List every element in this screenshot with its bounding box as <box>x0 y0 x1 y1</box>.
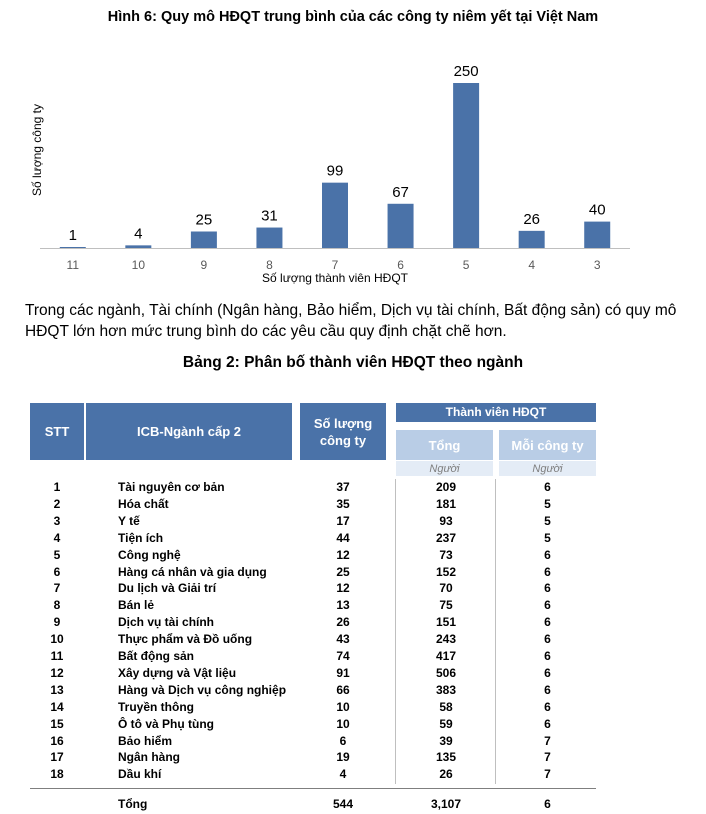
row-industry: Ô tô và Phụ tùng <box>118 716 214 731</box>
bar <box>191 232 217 249</box>
x-tick-label: 4 <box>528 258 536 272</box>
row-total-members: 152 <box>435 564 457 579</box>
row-industry: Bất động sản <box>118 649 195 663</box>
header-stt: STT <box>30 403 84 460</box>
row-industry: Ngân hàng <box>118 750 180 765</box>
row-members-per-company: 6 <box>544 615 551 630</box>
row-stt: 14 <box>50 699 64 714</box>
row-stt: 16 <box>50 733 64 748</box>
row-members-per-company: 6 <box>544 665 551 680</box>
row-company-count: 17 <box>336 513 350 528</box>
row-total-members: 93 <box>439 513 453 528</box>
row-members-per-company: 5 <box>544 513 551 528</box>
row-company-count: 35 <box>336 496 350 511</box>
bar <box>256 228 282 248</box>
row-total-members: 59 <box>439 716 453 731</box>
bar <box>519 231 545 248</box>
bar <box>125 245 151 248</box>
row-industry: Hàng cá nhân và gia dụng <box>118 564 267 579</box>
row-industry: Tài nguyên cơ bản <box>118 480 225 494</box>
row-industry: Dầu khí <box>118 767 162 782</box>
row-stt: 10 <box>50 632 64 647</box>
header-company-count: Số lượng công ty <box>300 403 386 460</box>
bar-value-label: 1 <box>68 227 77 244</box>
row-total-members: 243 <box>435 632 457 647</box>
table-row <box>0 580 706 597</box>
row-stt: 13 <box>50 682 64 697</box>
row-total-members: 383 <box>435 682 457 697</box>
row-members-per-company: 6 <box>544 632 551 647</box>
x-tick-label: 8 <box>266 258 273 272</box>
row-total-members: 135 <box>435 750 457 765</box>
row-members-per-company: 7 <box>544 733 551 748</box>
figure-title: Hình 6: Quy mô HĐQT trung bình của các công ty niêm yết tại Việt Nam <box>107 9 599 25</box>
table-total-separator <box>30 788 596 789</box>
row-members-per-company: 6 <box>544 581 551 596</box>
y-axis-title: Số lượng công ty <box>30 104 44 196</box>
row-stt: 11 <box>50 649 64 663</box>
row-company-count: 25 <box>336 564 350 579</box>
row-company-count: 10 <box>336 699 350 714</box>
row-company-count: 4 <box>339 767 347 782</box>
bar-value-label: 250 <box>453 63 479 80</box>
bar <box>60 247 86 248</box>
bar-value-label: 26 <box>523 210 541 228</box>
row-industry: Dịch vụ tài chính <box>118 615 215 630</box>
row-company-count: 91 <box>336 665 350 680</box>
x-tick-label: 9 <box>200 258 208 272</box>
bar <box>584 222 610 248</box>
row-industry: Hàng và Dịch vụ công nghiệp <box>118 682 287 697</box>
row-company-count: 6 <box>339 733 347 748</box>
header-per-company: Mỗi công ty <box>499 430 596 460</box>
x-tick-label: 5 <box>462 258 470 272</box>
row-members-per-company: 6 <box>544 682 551 697</box>
header-unit-total: Người <box>396 461 493 476</box>
row-stt: 15 <box>50 716 64 731</box>
row-stt: 12 <box>50 665 64 680</box>
row-industry: Y tế <box>118 513 140 528</box>
row-company-count: 12 <box>336 581 350 596</box>
table-row <box>0 496 706 513</box>
row-members-per-company: 6 <box>544 716 551 731</box>
bar-value-label: 67 <box>392 183 409 201</box>
column-separator <box>495 479 496 784</box>
row-total-members: 58 <box>439 699 453 714</box>
row-total-members: 209 <box>435 480 457 494</box>
body-paragraph: Trong các ngành, Tài chính (Ngân hàng, Bảo hiểm, Dịch vụ tài chính, Bất động sản) có quy mô HĐQT lớn hơn mức trung bình do các yêu cầu quy định chặt chẽ hơn. <box>25 302 677 340</box>
header-board-members: Thành viên HĐQT <box>396 403 596 422</box>
row-total-members: 181 <box>435 496 457 511</box>
table-row <box>0 665 706 682</box>
row-stt: 9 <box>53 615 61 630</box>
row-members-per-company: 6 <box>544 480 551 494</box>
row-industry: Bán lẻ <box>118 598 155 613</box>
bar-value-label: 31 <box>261 207 278 225</box>
row-industry: Truyền thông <box>118 699 194 714</box>
bar-value-label: 4 <box>134 225 143 243</box>
row-company-count: 26 <box>336 615 350 630</box>
total-members: 3,107 <box>430 797 462 811</box>
table-row <box>0 716 706 733</box>
row-total-members: 417 <box>435 649 457 663</box>
x-tick-label: 10 <box>131 258 146 272</box>
row-stt: 1 <box>53 480 61 494</box>
x-tick-label: 7 <box>331 258 339 272</box>
table-row <box>0 648 706 665</box>
table-row <box>0 513 706 530</box>
table-row <box>0 631 706 648</box>
table-row <box>0 766 706 783</box>
row-company-count: 37 <box>336 480 350 494</box>
table-row <box>0 699 706 716</box>
row-total-members: 75 <box>439 598 453 613</box>
row-total-members: 39 <box>439 733 453 748</box>
header-total: Tổng <box>396 430 493 460</box>
total-count: 544 <box>332 797 354 811</box>
row-industry: Xây dựng và Vật liệu <box>118 665 237 680</box>
row-total-members: 73 <box>439 547 453 562</box>
x-tick-label: 6 <box>397 258 404 272</box>
x-tick-label: 11 <box>66 258 80 272</box>
row-total-members: 70 <box>439 581 453 596</box>
row-stt: 2 <box>53 496 61 511</box>
bar-value-label: 25 <box>195 211 213 229</box>
bar-value-label: 40 <box>588 201 606 219</box>
row-stt: 4 <box>53 530 61 545</box>
x-tick-label: 3 <box>593 258 601 272</box>
row-industry: Thực phẩm và Đồ uống <box>118 632 253 647</box>
row-industry: Tiện ích <box>118 530 164 545</box>
header-unit-per-company: Người <box>499 461 596 476</box>
table-row <box>0 614 706 631</box>
table-row <box>0 682 706 699</box>
row-industry: Công nghệ <box>118 547 181 562</box>
row-stt: 6 <box>53 564 61 579</box>
row-industry: Bảo hiểm <box>118 733 173 748</box>
row-total-members: 506 <box>435 665 457 680</box>
header-industry: ICB-Ngành cấp 2 <box>86 403 292 460</box>
table-total-row <box>0 796 706 813</box>
column-separator <box>395 479 396 784</box>
bar <box>322 183 348 248</box>
bar-chart <box>0 0 706 290</box>
row-stt: 18 <box>50 767 64 782</box>
row-company-count: 10 <box>336 716 350 731</box>
row-members-per-company: 7 <box>544 750 551 765</box>
row-stt: 8 <box>53 598 61 613</box>
total-per-company: 6 <box>544 797 551 811</box>
row-members-per-company: 6 <box>544 699 551 714</box>
row-industry: Du lịch và Giải trí <box>118 581 217 596</box>
row-company-count: 43 <box>336 632 350 647</box>
row-company-count: 44 <box>336 530 350 545</box>
row-company-count: 19 <box>336 750 350 765</box>
row-members-per-company: 6 <box>544 598 551 613</box>
bar <box>388 204 414 248</box>
table-row <box>0 749 706 766</box>
row-members-per-company: 5 <box>544 496 551 511</box>
row-total-members: 151 <box>435 615 457 630</box>
row-company-count: 12 <box>336 547 350 562</box>
row-members-per-company: 6 <box>544 547 551 562</box>
row-stt: 5 <box>53 547 61 562</box>
row-members-per-company: 6 <box>544 564 551 579</box>
row-members-per-company: 7 <box>544 767 551 782</box>
table-row <box>0 597 706 614</box>
table-title: Bảng 2: Phân bố thành viên HĐQT theo ngành <box>182 354 524 371</box>
table-row <box>0 530 706 547</box>
table-row <box>0 547 706 564</box>
row-total-members: 26 <box>439 767 453 782</box>
x-axis-title: Số lượng thành viên HĐQT <box>262 271 408 285</box>
row-industry: Hóa chất <box>118 496 169 511</box>
row-stt: 7 <box>53 581 61 596</box>
row-members-per-company: 6 <box>544 649 551 663</box>
row-total-members: 237 <box>435 530 457 545</box>
row-stt: 17 <box>50 750 64 765</box>
table-row <box>0 733 706 750</box>
table-row <box>0 479 706 496</box>
bar <box>453 83 479 248</box>
row-company-count: 13 <box>336 598 350 613</box>
bar-value-label: 99 <box>326 162 344 180</box>
row-members-per-company: 5 <box>544 530 551 545</box>
table-row <box>0 564 706 581</box>
row-company-count: 66 <box>336 682 350 697</box>
row-stt: 3 <box>53 513 61 528</box>
row-company-count: 74 <box>336 649 350 663</box>
total-label: Tổng <box>118 797 148 811</box>
